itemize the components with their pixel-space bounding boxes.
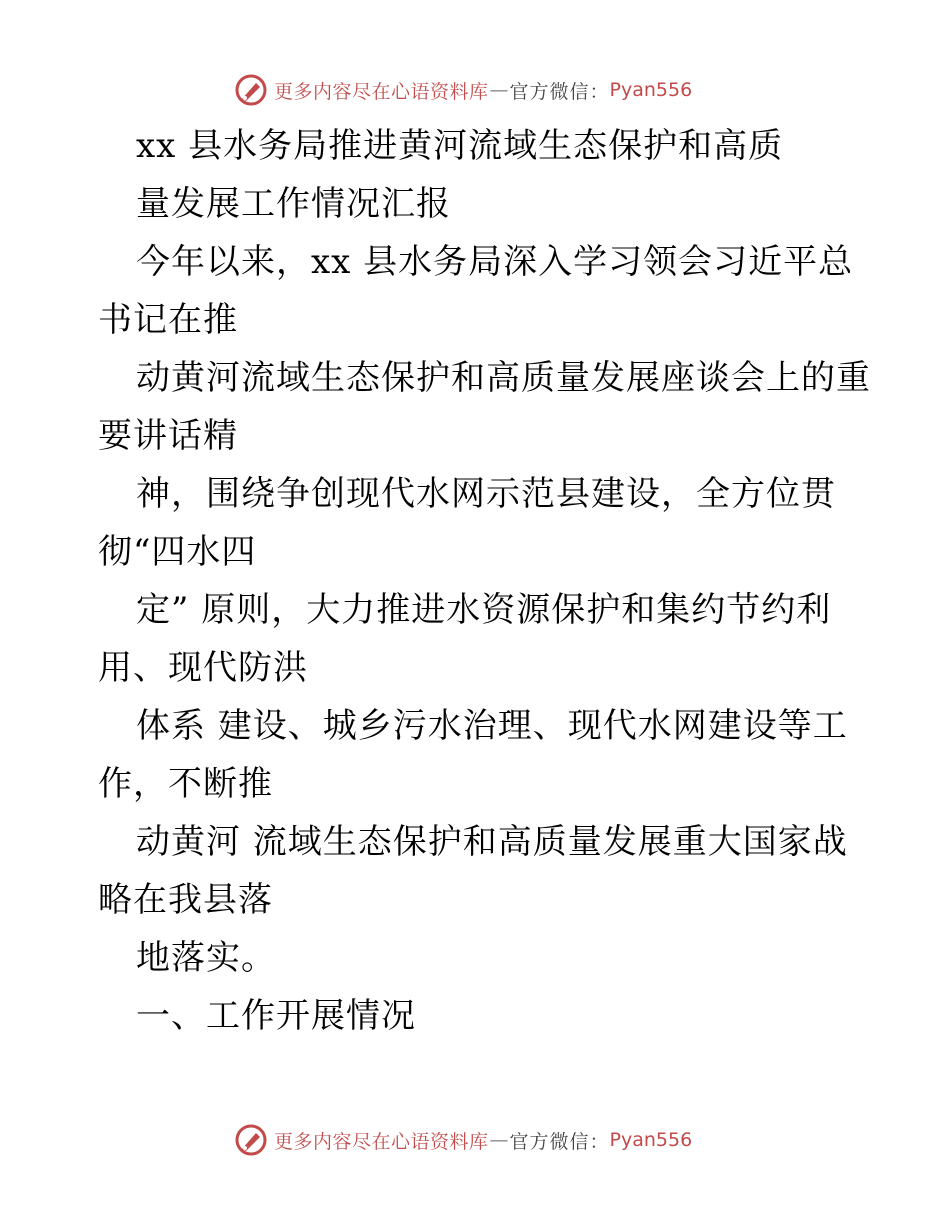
doc-line: 今年以来，xx 县水务局深入学习领会习近平总 <box>136 242 854 282</box>
section-heading: 一、工作开展情况 <box>136 996 416 1036</box>
doc-title-line-2: 量发展工作情况汇报 <box>136 184 451 224</box>
pen-logo-icon <box>234 73 268 107</box>
doc-line: 动黄河 流域生态保护和高质量发展重大国家战 <box>136 822 848 862</box>
doc-line: 书记在推 <box>98 300 238 340</box>
doc-line: 用、现代防洪 <box>98 648 308 688</box>
doc-line: 体系 建设、城乡污水治理、现代水网建设等工 <box>136 706 848 746</box>
doc-line: 略在我县落 <box>98 880 273 920</box>
doc-line: 地落实。 <box>136 938 276 978</box>
watermark-brand: 更多内容尽在心语资料库 <box>274 80 489 103</box>
doc-line: 要讲话精 <box>98 416 238 456</box>
doc-line: 定” 原则，大力推进水资源保护和集约节约利 <box>136 590 832 630</box>
watermark-dash: — <box>489 79 509 101</box>
watermark-brand: 更多内容尽在心语资料库 <box>274 1130 489 1153</box>
doc-line: 神，围绕争创现代水网示范县建设，全方位贯 <box>136 474 836 514</box>
watermark-id: Pyan556 <box>609 1129 693 1151</box>
pen-logo-icon <box>234 1123 268 1157</box>
doc-line: 彻“四水四 <box>98 532 257 572</box>
watermark-official: 官方微信： <box>509 80 610 103</box>
watermark-id: Pyan556 <box>609 79 693 101</box>
doc-line: 动黄河流域生态保护和高质量发展座谈会上的重 <box>136 358 871 398</box>
watermark-footer <box>234 1122 692 1158</box>
watermark-header <box>234 72 692 108</box>
watermark-official: 官方微信： <box>509 1130 610 1153</box>
doc-line: 作，不断推 <box>98 764 273 804</box>
doc-title-line-1: xx 县水务局推进黄河流域生态保护和高质 <box>136 126 784 166</box>
watermark-dash: — <box>489 1129 509 1151</box>
